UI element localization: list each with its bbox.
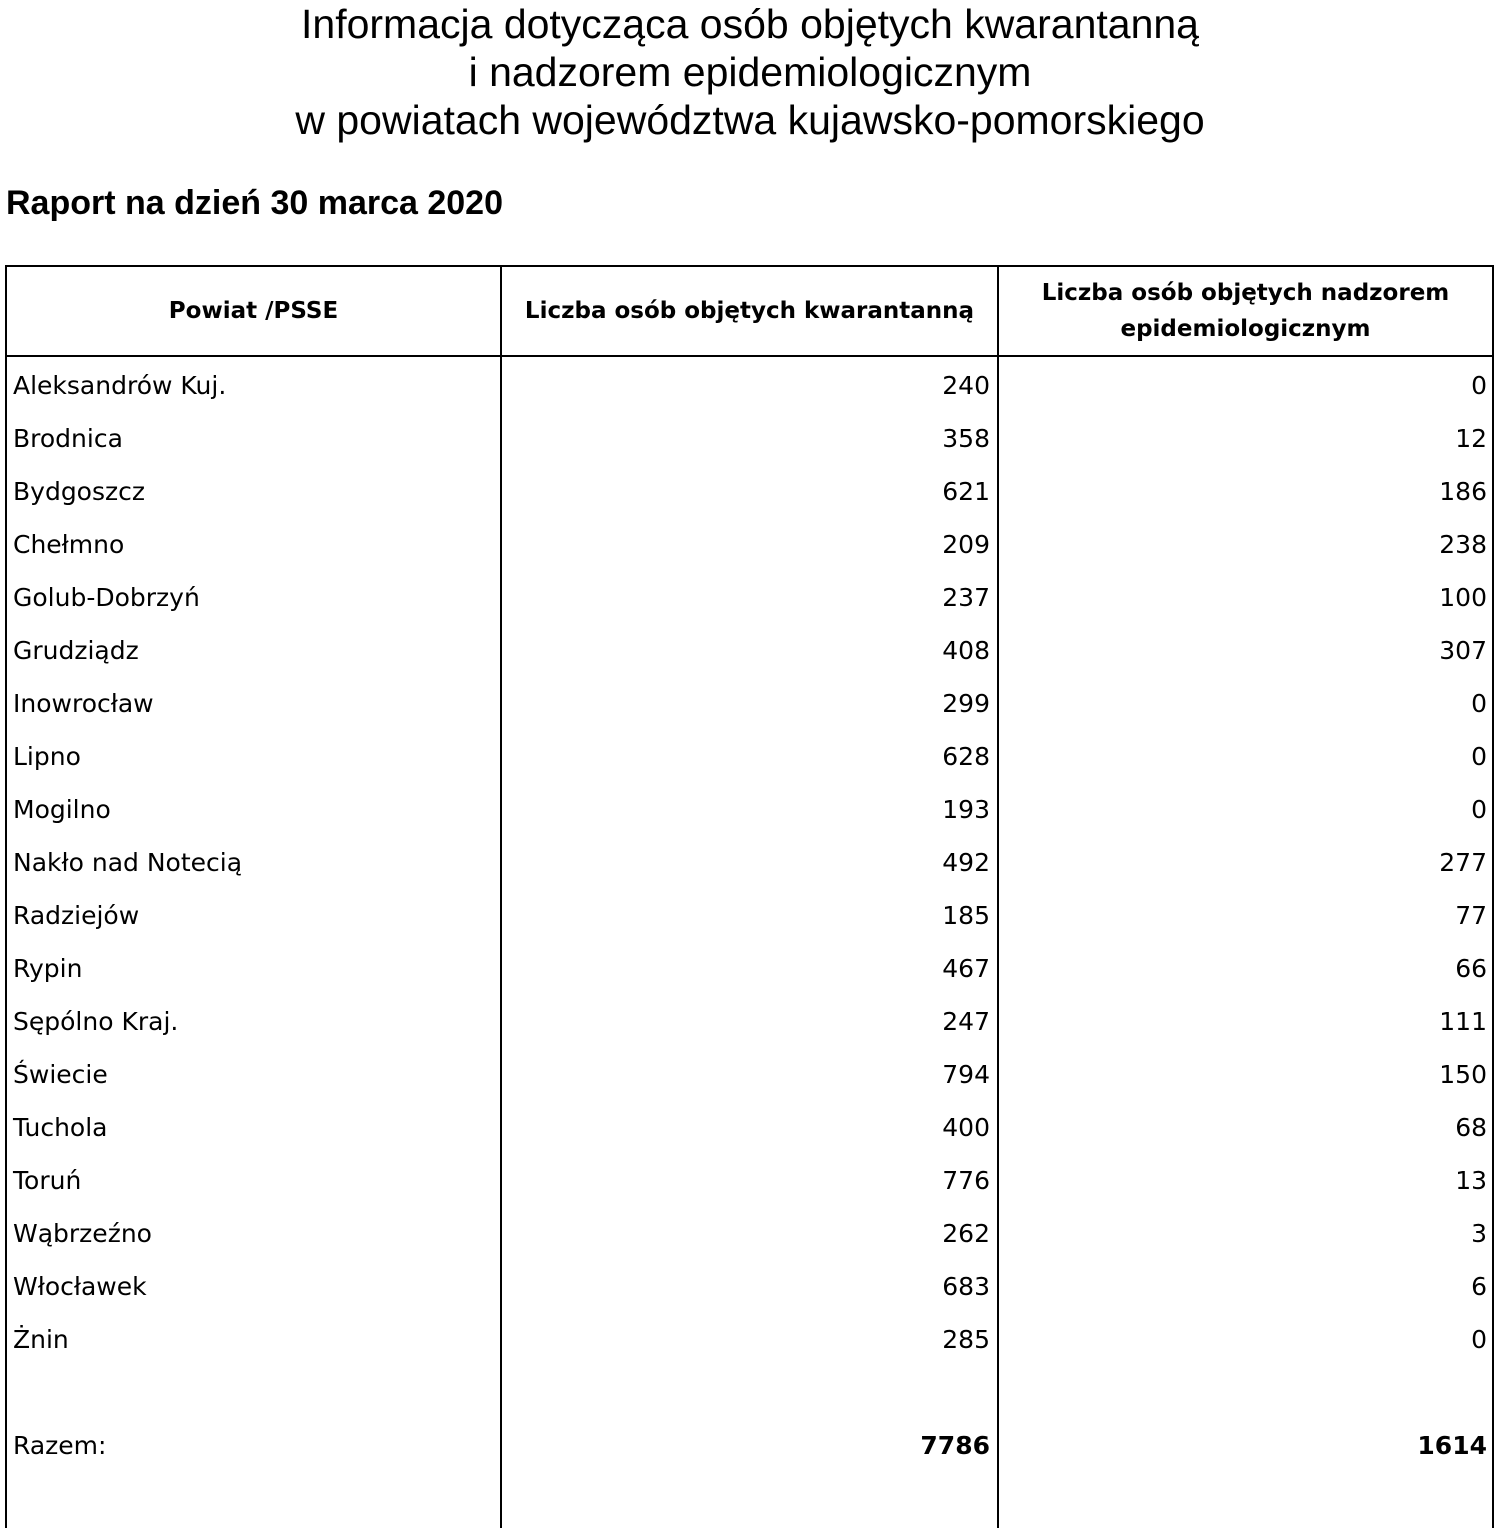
district-name: Lipno	[13, 742, 81, 771]
district-name: Wąbrzeźno	[13, 1219, 152, 1248]
quarantine-count: 185	[942, 901, 990, 930]
document-title	[0, 0, 1500, 144]
quarantine-count: 628	[942, 742, 990, 771]
district-name: Mogilno	[13, 795, 111, 824]
table-row	[7, 836, 1492, 889]
table-row	[7, 995, 1492, 1048]
district-name: Sępólno Kraj.	[13, 1007, 179, 1036]
table-row	[7, 783, 1492, 836]
table-row	[7, 889, 1492, 942]
surveillance-count: 100	[1439, 583, 1487, 612]
surveillance-count: 3	[1471, 1219, 1487, 1248]
total-label: Razem:	[13, 1431, 107, 1460]
surveillance-count: 0	[1471, 795, 1487, 824]
table-row	[7, 677, 1492, 730]
surveillance-count: 77	[1455, 901, 1487, 930]
surveillance-count: 66	[1455, 954, 1487, 983]
district-name: Rypin	[13, 954, 83, 983]
header-divider	[7, 355, 1492, 357]
surveillance-count: 150	[1439, 1060, 1487, 1089]
quarantine-count: 285	[942, 1325, 990, 1354]
table-row	[7, 624, 1492, 677]
district-name: Żnin	[13, 1325, 69, 1354]
quarantine-count: 467	[942, 954, 990, 983]
surveillance-count: 68	[1455, 1113, 1487, 1142]
table-row	[7, 1048, 1492, 1101]
district-name: Toruń	[13, 1166, 82, 1195]
district-name: Golub-Dobrzyń	[13, 583, 200, 612]
table-row	[7, 359, 1492, 412]
quarantine-count: 794	[942, 1060, 990, 1089]
total-surveillance: 1614	[1417, 1431, 1487, 1460]
quarantine-count: 776	[942, 1166, 990, 1195]
district-name: Bydgoszcz	[13, 477, 145, 506]
quarantine-count: 262	[942, 1219, 990, 1248]
table-row	[7, 1154, 1492, 1207]
district-name: Włocławek	[13, 1272, 147, 1301]
quarantine-count: 400	[942, 1113, 990, 1142]
surveillance-count: 238	[1439, 530, 1487, 559]
report-date: Raport na dzień 30 marca 2020	[6, 184, 504, 222]
quarantine-count: 299	[942, 689, 990, 718]
total-row	[7, 1419, 1492, 1472]
table-row	[7, 942, 1492, 995]
surveillance-count: 12	[1455, 424, 1487, 453]
quarantine-count: 492	[942, 848, 990, 877]
surveillance-count: 0	[1471, 1325, 1487, 1354]
district-name: Inowrocław	[13, 689, 154, 718]
district-name: Grudziądz	[13, 636, 139, 665]
quarantine-count: 237	[942, 583, 990, 612]
table-row	[7, 1260, 1492, 1313]
table-row	[7, 571, 1492, 624]
table-row	[7, 412, 1492, 465]
table-row	[7, 1101, 1492, 1154]
quarantine-count: 621	[942, 477, 990, 506]
data-table	[5, 265, 1494, 1528]
table-row	[7, 465, 1492, 518]
title-line-2: i nadzorem epidemiologicznym	[468, 49, 1032, 95]
surveillance-count: 6	[1471, 1272, 1487, 1301]
title-line-1: Informacja dotycząca osób objętych kwarantanną	[301, 1, 1199, 47]
title-line-3: w powiatach województwa kujawsko-pomorskiego	[295, 97, 1205, 143]
district-name: Radziejów	[13, 901, 140, 930]
table-row	[7, 730, 1492, 783]
district-name: Nakło nad Notecią	[13, 848, 243, 877]
surveillance-count: 0	[1471, 689, 1487, 718]
district-name: Świecie	[13, 1060, 108, 1089]
header-surveillance: Liczba osób objętych nadzorem epidemiologicznym	[1041, 280, 1450, 342]
table-row	[7, 1313, 1492, 1366]
quarantine-count: 240	[942, 371, 990, 400]
table-row	[7, 1207, 1492, 1260]
surveillance-count: 277	[1439, 848, 1487, 877]
header-district: Powiat /PSSE	[168, 298, 339, 324]
quarantine-count: 358	[942, 424, 990, 453]
surveillance-count: 0	[1471, 371, 1487, 400]
surveillance-count: 186	[1439, 477, 1487, 506]
surveillance-count: 0	[1471, 742, 1487, 771]
district-name: Brodnica	[13, 424, 123, 453]
surveillance-count: 307	[1439, 636, 1487, 665]
district-name: Aleksandrów Kuj.	[13, 371, 227, 400]
quarantine-count: 247	[942, 1007, 990, 1036]
surveillance-count: 111	[1439, 1007, 1487, 1036]
quarantine-count: 683	[942, 1272, 990, 1301]
quarantine-count: 193	[942, 795, 990, 824]
district-name: Tuchola	[13, 1113, 108, 1142]
header-quarantine: Liczba osób objętych kwarantanną	[524, 298, 975, 324]
quarantine-count: 209	[942, 530, 990, 559]
table-row	[7, 518, 1492, 571]
surveillance-count: 13	[1455, 1166, 1487, 1195]
district-name: Chełmno	[13, 530, 125, 559]
quarantine-count: 408	[942, 636, 990, 665]
total-quarantine: 7786	[920, 1431, 990, 1460]
